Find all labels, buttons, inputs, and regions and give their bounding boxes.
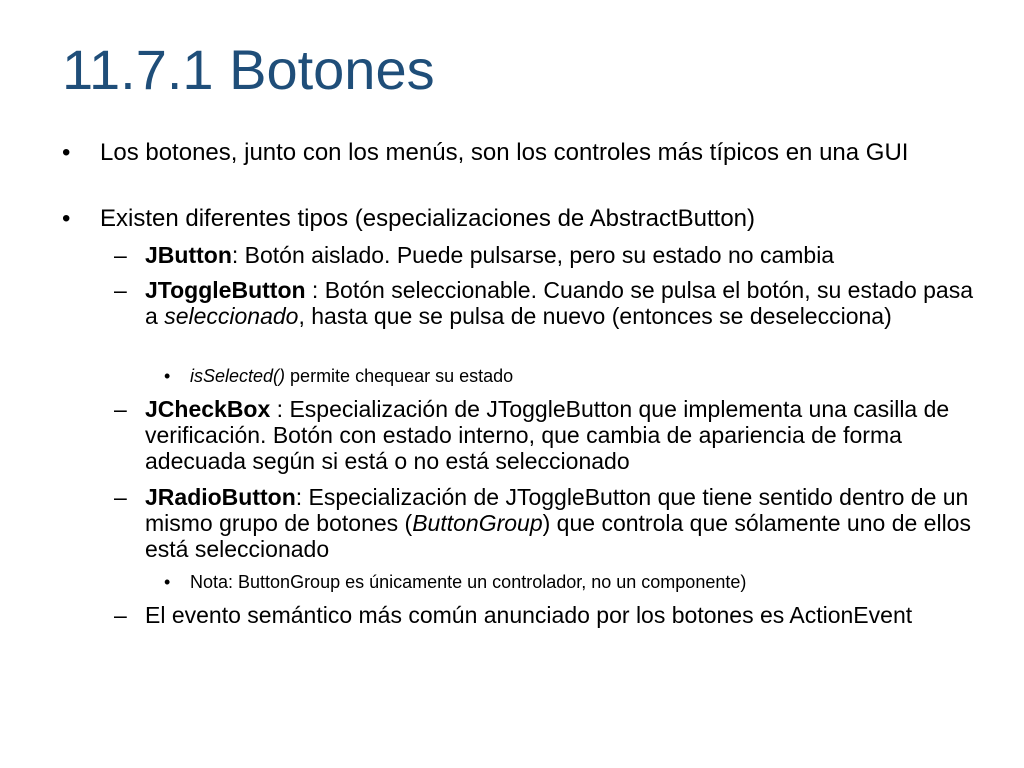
bullet-text — [100, 206, 980, 232]
text-run: : Botón aislado. Puede pulsarse, pero su estado no cambia — [231, 242, 835, 268]
bullet-marker: • — [62, 139, 71, 166]
text-run: JButton — [145, 242, 232, 268]
bullet-marker: • — [164, 366, 171, 386]
text-run: seleccionado — [164, 303, 299, 329]
text-run: ) que controla que sólamente uno de ellos está seleccionado — [145, 510, 971, 562]
bullet-marker: • — [62, 205, 71, 232]
bullet-text — [190, 365, 970, 387]
text-run: : Botón seleccionable. Cuando se pulsa el botón, su estado pasa a — [145, 277, 974, 329]
text-run: JCheckBox — [145, 396, 271, 422]
bullet-text — [145, 484, 985, 562]
dash-marker: – — [114, 602, 127, 628]
dash-marker: – — [114, 242, 127, 268]
slide-title: 11.7.1 Botones — [62, 38, 435, 101]
text-run: JToggleButton — [145, 277, 306, 303]
text-run: El evento semántico más común anunciado por los botones es ActionEvent — [145, 602, 913, 628]
text-run: : Especialización de JToggleButton que tiene sentido dentro de un mismo grupo de botones ( — [145, 484, 969, 536]
bullet-marker: • — [164, 572, 171, 592]
dash-marker: – — [114, 277, 127, 303]
text-run: Los botones, junto con los menús, son los controles más típicos en una GUI — [100, 139, 909, 166]
bullet-text — [145, 396, 985, 474]
dash-marker: – — [114, 484, 127, 510]
text-run: permite chequear su estado — [285, 366, 514, 386]
text-run: Existen diferentes tipos (especializaciones de AbstractButton) — [100, 205, 756, 232]
text-run: Nota: ButtonGroup es únicamente un controlador, no un componente) — [190, 572, 747, 592]
bullet-text — [190, 571, 970, 593]
text-run: ButtonGroup — [412, 510, 543, 536]
text-run: isSelected() — [190, 366, 286, 386]
text-run: : Especialización de JToggleButton que implementa una casilla de verificación. Botón con estado interno, que cambia de apariencia de forma adecuada según si está o no está seleccionado — [145, 396, 950, 474]
bullet-text — [145, 242, 985, 268]
bullet-text — [100, 140, 980, 166]
dash-marker: – — [114, 396, 127, 422]
bullet-text — [145, 602, 985, 628]
text-run: JRadioButton — [145, 484, 296, 510]
text-run: , hasta que se pulsa de nuevo (entonces se deselecciona) — [298, 303, 892, 329]
bullet-text — [145, 277, 985, 329]
